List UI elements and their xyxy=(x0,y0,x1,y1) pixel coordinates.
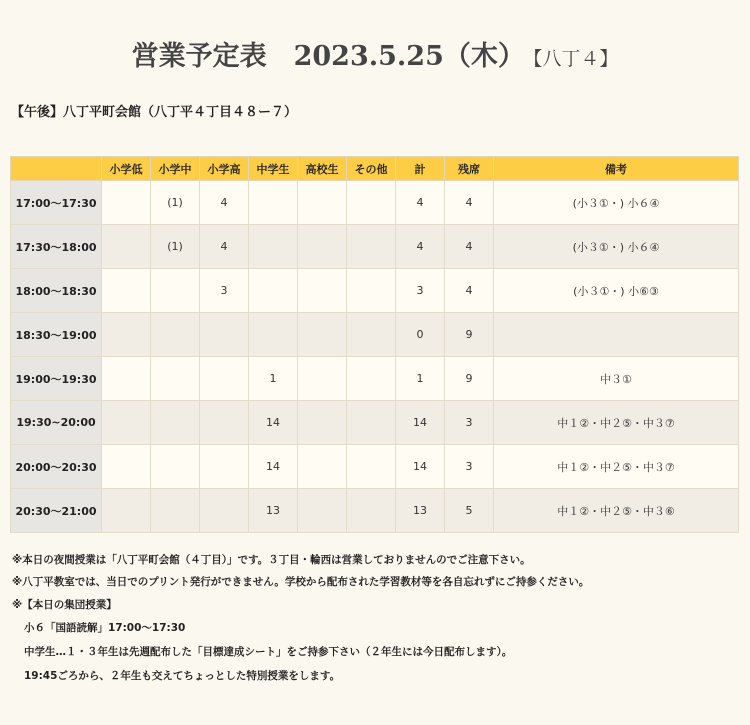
remarks-cell: 中１②・中２⑤・中３⑥ xyxy=(494,489,739,533)
table-cell xyxy=(102,313,151,357)
column-header: 備考 xyxy=(494,157,739,181)
table-cell xyxy=(347,225,396,269)
table-cell xyxy=(200,489,249,533)
table-cell xyxy=(151,401,200,445)
table-cell: 4 xyxy=(396,225,445,269)
table-row xyxy=(11,313,739,357)
table-cell xyxy=(102,269,151,313)
table-cell xyxy=(249,269,298,313)
remarks-cell xyxy=(494,313,739,357)
table-cell: 13 xyxy=(396,489,445,533)
table-cell xyxy=(249,313,298,357)
table-cell: 3 xyxy=(200,269,249,313)
table-cell xyxy=(298,313,347,357)
column-header: 小学高 xyxy=(200,157,249,181)
table-cell xyxy=(200,357,249,401)
table-header-row xyxy=(11,157,739,181)
table-cell: 4 xyxy=(396,181,445,225)
table-cell: 4 xyxy=(200,225,249,269)
table-cell: 4 xyxy=(200,181,249,225)
time-slot-cell: 19:00〜19:30 xyxy=(11,357,102,401)
table-cell: 13 xyxy=(249,489,298,533)
table-cell: 1 xyxy=(249,357,298,401)
table-cell: 14 xyxy=(396,401,445,445)
column-header: 残席 xyxy=(445,157,494,181)
table-cell xyxy=(298,489,347,533)
table-row xyxy=(11,181,739,225)
table-cell xyxy=(298,401,347,445)
remarks-cell: (小３①・) 小⑥③ xyxy=(494,269,739,313)
branch-label: 【八丁４】 xyxy=(532,48,619,70)
column-header: 中学生 xyxy=(249,157,298,181)
schedule-title: 営業予定表 2023.5.25（木） xyxy=(131,41,525,72)
table-cell xyxy=(347,181,396,225)
table-cell: 1 xyxy=(396,357,445,401)
table-cell: 14 xyxy=(396,445,445,489)
table-cell: 4 xyxy=(445,269,494,313)
table-cell xyxy=(347,401,396,445)
table-cell xyxy=(151,357,200,401)
table-cell: 3 xyxy=(445,445,494,489)
table-cell: 3 xyxy=(396,269,445,313)
remarks-cell: 中３① xyxy=(494,357,739,401)
column-header: 高校生 xyxy=(298,157,347,181)
table-cell xyxy=(298,445,347,489)
note-line: ※本日の夜間授業は「八丁平町会館（４丁目）」です。３丁目・輪西は営業しておりませんのでご注意下さい。 xyxy=(12,554,531,566)
column-header: 小学中 xyxy=(151,157,200,181)
table-cell xyxy=(151,313,200,357)
table-cell xyxy=(151,445,200,489)
table-cell: 3 xyxy=(445,401,494,445)
table-cell xyxy=(298,225,347,269)
table-cell: 5 xyxy=(445,489,494,533)
table-cell xyxy=(298,357,347,401)
table-cell xyxy=(102,489,151,533)
time-slot-cell: 20:00〜20:30 xyxy=(11,445,102,489)
note-line: ※八丁平教室では、当日でのプリント発行ができません。学校から配布された学習教材等を各自忘れずにご持参ください。 xyxy=(12,576,590,588)
table-row xyxy=(11,269,739,313)
table-cell xyxy=(298,181,347,225)
column-header: 計 xyxy=(396,157,445,181)
table-cell: 4 xyxy=(445,225,494,269)
table-cell: 0 xyxy=(396,313,445,357)
table-cell xyxy=(102,225,151,269)
time-slot-cell: 18:00〜18:30 xyxy=(11,269,102,313)
time-slot-cell: 18:30〜19:00 xyxy=(11,313,102,357)
remarks-cell: 中１②・中２⑤・中３⑦ xyxy=(494,401,739,445)
table-cell: 9 xyxy=(445,357,494,401)
table-cell xyxy=(200,445,249,489)
table-row xyxy=(11,225,739,269)
table-cell: (1) xyxy=(151,225,200,269)
table-cell xyxy=(102,401,151,445)
table-cell xyxy=(102,181,151,225)
table-cell xyxy=(102,357,151,401)
time-slot-cell: 20:30〜21:00 xyxy=(11,489,102,533)
table-cell xyxy=(249,181,298,225)
table-row xyxy=(11,489,739,533)
column-header xyxy=(11,157,102,181)
remarks-cell: (小３①・) 小６④ xyxy=(494,181,739,225)
table-cell xyxy=(151,269,200,313)
table-cell: 4 xyxy=(445,181,494,225)
column-header: その他 xyxy=(347,157,396,181)
time-slot-cell: 17:30〜18:00 xyxy=(11,225,102,269)
table-cell xyxy=(298,269,347,313)
table-cell xyxy=(347,357,396,401)
note-line: 中学生…１・３年生は先週配布した「目標達成シート」をご持参下さい（２年生には今日配布します）。 xyxy=(24,646,513,658)
note-line: ※【本日の集団授業】 xyxy=(12,599,117,611)
note-line: 19:45ごろから、２年生も交えてちょっとした特別授業をします。 xyxy=(24,670,341,682)
table-cell xyxy=(200,313,249,357)
table-cell xyxy=(347,313,396,357)
table-cell xyxy=(347,489,396,533)
page-title xyxy=(0,34,750,73)
table-cell xyxy=(347,269,396,313)
table-cell xyxy=(151,489,200,533)
column-header: 小学低 xyxy=(102,157,151,181)
time-slot-cell: 17:00〜17:30 xyxy=(11,181,102,225)
table-row xyxy=(11,357,739,401)
table-cell: 14 xyxy=(249,401,298,445)
remarks-cell: (小３①・) 小６④ xyxy=(494,225,739,269)
table-cell: 9 xyxy=(445,313,494,357)
table-cell xyxy=(102,445,151,489)
table-cell: 14 xyxy=(249,445,298,489)
table-cell xyxy=(200,401,249,445)
location-label: 【午後】八丁平町会館（八丁平４丁目４８ー７） xyxy=(11,105,298,120)
table-row xyxy=(11,445,739,489)
table-cell xyxy=(347,445,396,489)
table-cell xyxy=(249,225,298,269)
table-cell: (1) xyxy=(151,181,200,225)
remarks-cell: 中１②・中２⑤・中３⑦ xyxy=(494,445,739,489)
table-row xyxy=(11,401,739,445)
note-line: 小６「国語読解」17:00〜17:30 xyxy=(24,622,186,634)
time-slot-cell: 19:30~20:00 xyxy=(11,401,102,445)
schedule-table xyxy=(10,156,739,533)
